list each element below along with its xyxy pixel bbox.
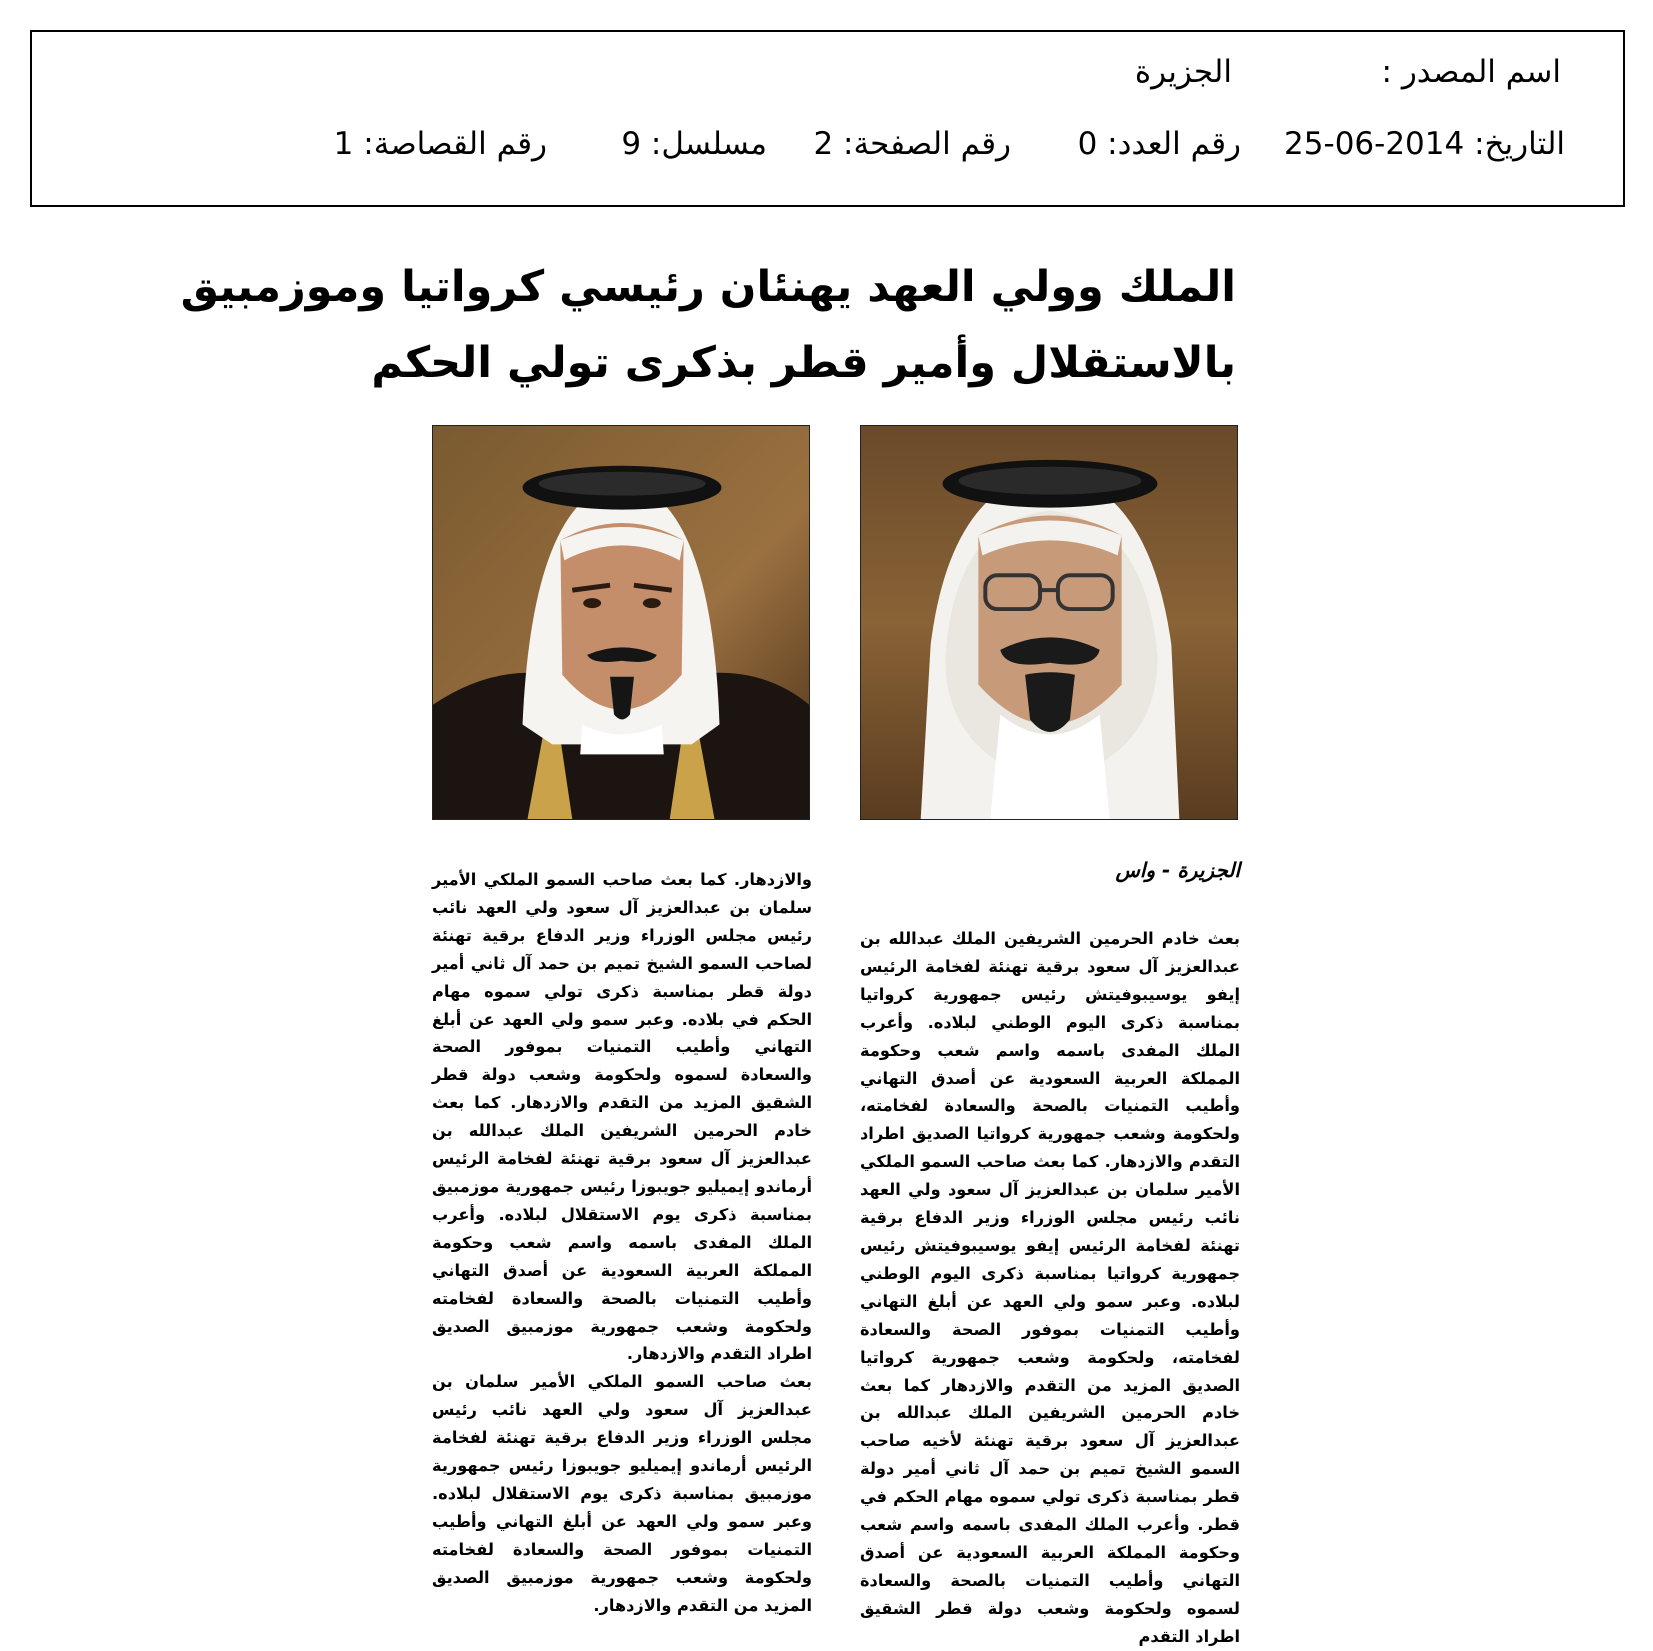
serial-field: مسلسل: 9	[621, 126, 767, 162]
article-paragraph: بعث صاحب السمو الملكي الأمير سلمان بن عبدالعزيز آل سعود ولي العهد نائب رئيس مجلس الوزراء وزير الدفاع برقية تهنئة لفخامة الرئيس أرماندو إيميليو جويبوزا رئيس جمهورية موزمبيق بمناسبة ذكرى يوم الاستقلال لبلاده. وعبر سمو ولي العهد عن أبلغ التهاني وأطيب التمنيات بموفور الصحة والسعادة لفخامته ولحكومة وشعب جمهورية موزمبيق الصديق المزيد من التقدم والازدهار.	[432, 1372, 812, 1615]
headline-line-2: بالاستقلال وأمير قطر بذكرى تولي الحكم	[371, 338, 1236, 388]
article-paragraph: والازدهار. كما بعث صاحب السمو الملكي الأمير سلمان بن عبدالعزيز آل سعود ولي العهد نائب رئيس مجلس الوزراء وزير الدفاع برقية تهنئة لصاحب السمو الشيخ تميم بن حمد آل ثاني أمير دولة قطر بمناسبة ذكرى تولي سموه مهام الحكم في بلاده. وعبر سمو ولي العهد عن أبلغ التهاني وأطيب التمنيات بموفور الصحة والسعادة لسموه ولحكومة وشعب دولة قطر الشقيق المزيد من التقدم والازدهار. كما بعث خادم الحرمين الشريفين الملك عبدالله بن عبدالعزيز آل سعود برقية تهنئة لفخامة الرئيس أرماندو إيميليو جويبوزا رئيس جمهورية موزمبيق بمناسبة ذكرى يوم الاستقلال لبلاده. وأعرب الملك المفدى باسمه واسم شعب وحكومة المملكة العربية السعودية عن أصدق التهاني وأطيب التمنيات بالصحة والسعادة لفخامته ولحكومة وشعب جمهورية موزمبيق الصديق اطراد التقدم والازدهار.	[432, 870, 812, 1364]
portrait-photo-right	[860, 425, 1238, 820]
date-field: التاريخ: 2014-06-25	[1284, 126, 1565, 162]
article-column-left	[432, 866, 812, 1619]
clipping-number-field: رقم القصاصة: 1	[333, 126, 547, 162]
source-label: اسم المصدر :	[1381, 54, 1561, 90]
issue-number-field: رقم العدد: 0	[1077, 126, 1241, 162]
page-number-field: رقم الصفحة: 2	[813, 126, 1011, 162]
article-paragraph: بعث خادم الحرمين الشريفين الملك عبدالله بن عبدالعزيز آل سعود برقية تهنئة لفخامة الرئيس إيفو يوسيبوفيتش رئيس جمهورية كرواتيا بمناسبة ذكرى اليوم الوطني لبلاده. وأعرب الملك المفدى باسمه واسم شعب وحكومة المملكة العربية السعودية عن أصدق التهاني وأطيب التمنيات بالصحة والسعادة لفخامته، ولحكومة وشعب جمهورية كرواتيا الصديق اطراد التقدم والازدهار. كما بعث صاحب السمو الملكي الأمير سلمان بن عبدالعزيز آل سعود ولي العهد نائب رئيس مجلس الوزراء وزير الدفاع برقية تهنئة لفخامة الرئيس إيفو يوسيبوفيتش رئيس جمهورية كرواتيا بمناسبة ذكرى اليوم الوطني لبلاده. وعبر سمو ولي العهد عن أبلغ التهاني وأطيب التمنيات بموفور الصحة والسعادة لفخامته، ولحكومة وشعب جمهورية كرواتيا الصديق المزيد من التقدم والازدهار كما بعث خادم الحرمين الشريفين الملك عبدالله بن عبدالعزيز آل سعود برقية تهنئة لأخيه صاحب السمو الشيخ تميم بن حمد آل ثاني أمير دولة قطر بمناسبة ذكرى تولي سموه مهام الحكم في قطر. وأعرب الملك المفدى باسمه واسم شعب وحكومة المملكة العربية السعودية عن أصدق التهاني وأطيب التمنيات بالصحة والسعادة لسموه ولحكومة وشعب دولة قطر الشقيق اطراد التقدم	[860, 929, 1240, 1646]
news-agency-credit: الجزيرة - واس	[1115, 858, 1240, 882]
clipping-header-box	[30, 30, 1625, 207]
source-value: الجزيرة	[1134, 54, 1232, 90]
article-column-right	[860, 925, 1240, 1651]
portrait-photo-left	[432, 425, 810, 820]
headline-line-1: الملك وولي العهد يهنئان رئيسي كرواتيا وموزمبيق	[180, 262, 1236, 312]
